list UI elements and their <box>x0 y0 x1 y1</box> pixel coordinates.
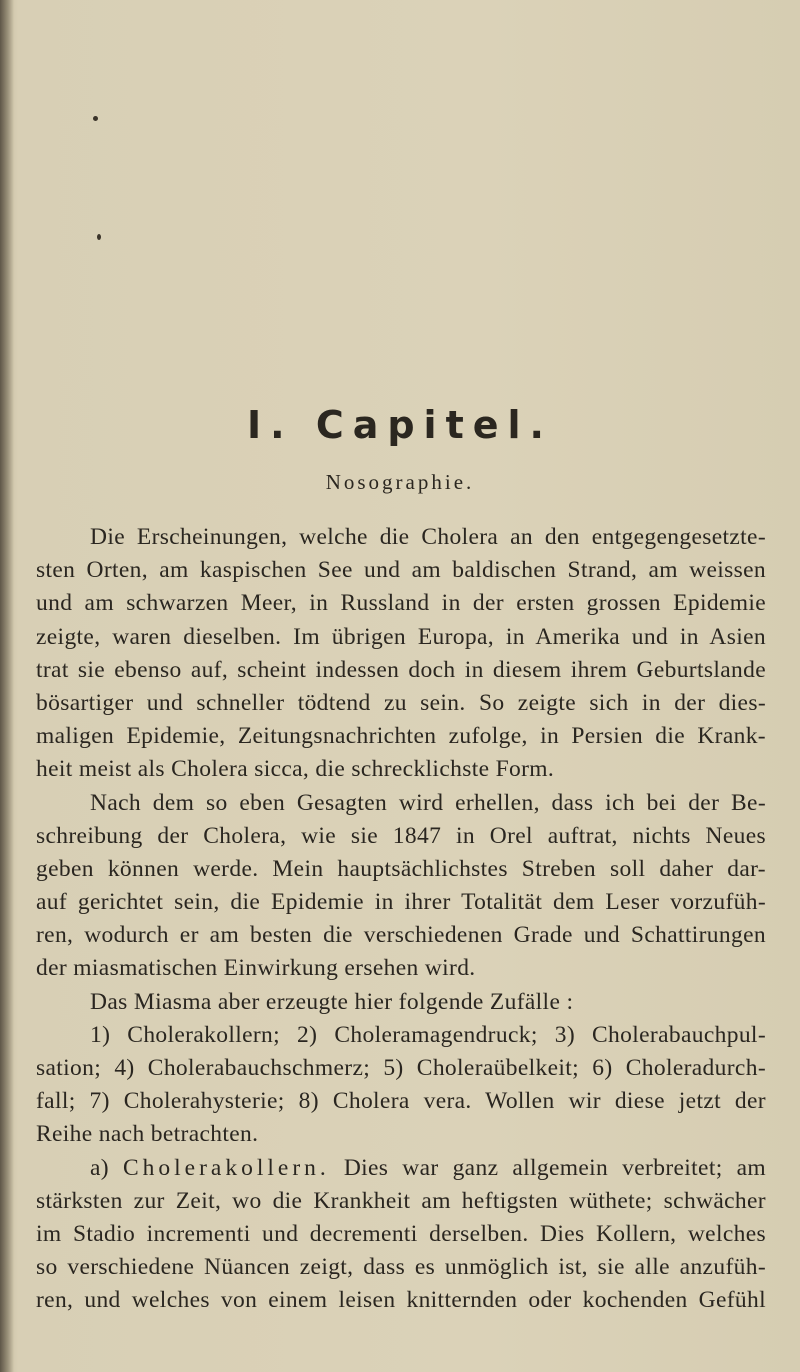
text-line: fall; 7) Cholerahysterie; 8) Cholera vera. Wollen wir diese jetzt der <box>36 1088 766 1115</box>
text-line: heit meist als Cholera sicca, die schrecklichste Form. <box>36 756 555 783</box>
page-gutter-shadow <box>0 0 14 1372</box>
text-line: auf gerichtet sein, die Epidemie in ihrer Totalität dem Leser vorzufüh- <box>36 889 766 916</box>
text-line: schreibung der Cholera, wie sie 1847 in Orel auftrat, nichts Neues <box>36 822 766 849</box>
text-line: trat sie ebenso auf, scheint indessen doch in diesem ihrem Geburtslande <box>36 656 766 683</box>
text-line: ren, und welches von einem leisen knitternden oder kochenden Gefühl <box>36 1287 766 1314</box>
text-line: 1) Cholerakollern; 2) Choleramagendruck; 3) Cholerabauchpul- <box>90 1021 766 1048</box>
text-line: Die Erscheinungen, welche die Cholera an den entgegengesetzte- <box>90 524 766 550</box>
text-line: sation; 4) Cholerabauchschmerz; 5) Choleraübelkeit; 6) Choleradurch- <box>36 1055 766 1081</box>
text-line: Nach dem so eben Gesagten wird erhellen, dass ich bei der Be- <box>90 789 766 816</box>
text-line: Reihe nach betrachten. <box>36 1121 259 1148</box>
body-text <box>36 521 766 1318</box>
text-line: und am schwarzen Meer, in Russland in der ersten grossen Epidemie <box>36 590 766 617</box>
text-line: so verschiedene Nüancen zeigt, dass es unmöglich ist, sie alle anzufüh- <box>36 1254 766 1281</box>
text-line: im Stadio incrementi und decrementi derselben. Dies Kollern, welches <box>36 1220 766 1247</box>
section-heading-spaced: Cholerakollern. <box>122 1154 330 1181</box>
chapter-subtitle: Nosographie. <box>325 470 475 494</box>
text-line <box>36 1152 766 1185</box>
text-line: geben können werde. Mein hauptsächlichstes Streben soll daher dar- <box>36 855 766 882</box>
ink-speck <box>97 234 101 240</box>
text-line: zeigte, waren dieselben. Im übrigen Europa, in Amerika und in Asien <box>36 623 766 650</box>
text-line: maligen Epidemie, Zeitungsnachrichten zufolge, in Persien die Krank- <box>36 723 766 750</box>
text-line: sten Orten, am kaspischen See und am baldischen Strand, am weissen <box>36 557 766 584</box>
text-line: ren, wodurch er am besten die verschiedenen Grade und Schattirungen <box>36 922 766 949</box>
text-line: stärksten zur Zeit, wo die Krankheit am heftigsten wüthete; schwächer <box>36 1187 766 1214</box>
text-line: der miasmatischen Einwirkung ersehen wird. <box>36 955 476 982</box>
text-line: Das Miasma aber erzeugte hier folgende Zufälle : <box>90 988 574 1015</box>
item-label: a) <box>90 1154 123 1181</box>
text-line: bösartiger und schneller tödtend zu sein. So zeigte sich in der dies- <box>36 689 766 716</box>
text-run: Dies war ganz allgemein verbreitet; am <box>329 1154 766 1181</box>
ink-speck <box>93 116 98 121</box>
chapter-title: I. Capitel. <box>247 403 553 447</box>
